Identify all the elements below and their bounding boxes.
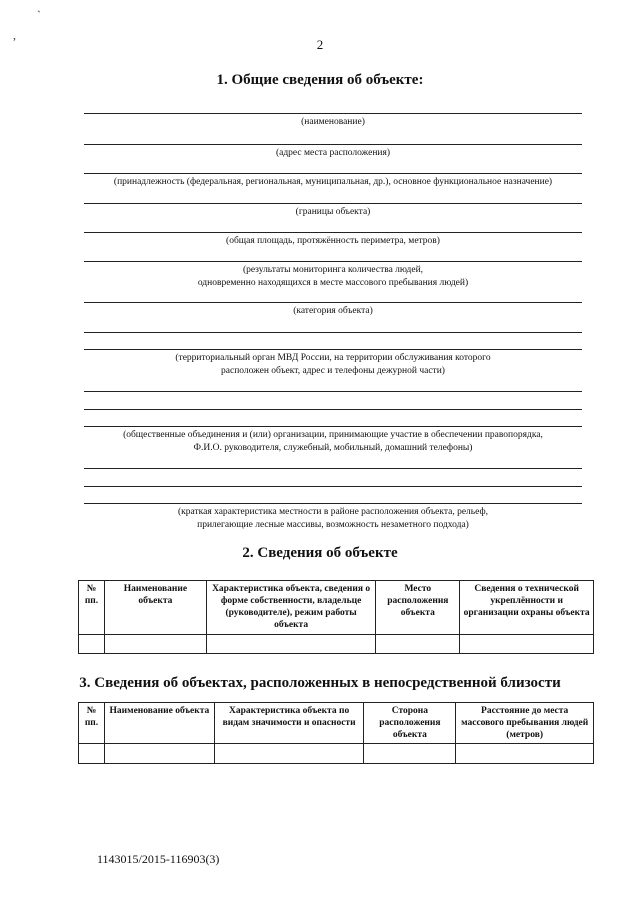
fill-line (84, 302, 582, 303)
table-cell[interactable] (79, 744, 105, 764)
table-cell[interactable] (364, 744, 456, 764)
table-header-cell: № пп. (79, 581, 105, 635)
caption-monitoring-2: одновременно находящихся в месте массового пребывания людей) (197, 278, 469, 288)
section2-title: 2. Сведения об объекте (242, 545, 398, 561)
table-header-cell: Сторона расположения объекта (364, 703, 456, 744)
fill-line (84, 113, 582, 114)
fill-line (84, 144, 582, 145)
fill-line (84, 503, 582, 504)
table-header-row (79, 581, 594, 635)
fill-line (84, 349, 582, 350)
caption-category: (категория объекта) (293, 306, 373, 316)
fill-line (84, 391, 582, 392)
table-cell[interactable] (104, 744, 214, 764)
table-header-row (79, 703, 594, 744)
document-number: 1143015/2015-116903(3) (97, 852, 220, 866)
table-cell[interactable] (206, 635, 376, 654)
table-header-cell: Расстояние до места массового пребывания людей (метров) (456, 703, 594, 744)
table-cell[interactable] (79, 635, 105, 654)
table-header-cell: Место расположения объекта (376, 581, 460, 635)
fill-line (84, 468, 582, 469)
caption-organizations-1: (общественные объединения и (или) организации, принимающие участие в обеспечении правопорядка, (123, 430, 543, 440)
caption-terrain-1: (краткая характеристика местности в районе расположения объекта, рельеф, (178, 507, 488, 517)
section1-title: 1. Общие сведения об объекте: (216, 72, 424, 88)
table-row (79, 744, 594, 764)
table-header-cell: Характеристика объекта, сведения о форме собственности, владельце (руководителе), режим работы объекта (206, 581, 376, 635)
stray-mark: ` (37, 8, 41, 22)
caption-terrain-2: прилегающие лесные массивы, возможность незаметного подхода) (197, 520, 469, 530)
table-cell[interactable] (104, 635, 206, 654)
table-row (79, 635, 594, 654)
fill-line (84, 409, 582, 410)
caption-mvd-2: расположен объект, адрес и телефоны дежурной части) (221, 366, 445, 376)
nearby-objects-table (78, 702, 594, 764)
table-cell[interactable] (460, 635, 594, 654)
table-header-cell: Характеристика объекта по видам значимости и опасности (214, 703, 364, 744)
caption-boundaries: (границы объекта) (295, 207, 371, 217)
table-cell[interactable] (376, 635, 460, 654)
fill-line (84, 203, 582, 204)
table-cell[interactable] (456, 744, 594, 764)
stray-mark: , (13, 28, 16, 42)
section3-title: 3. Сведения об объектах, расположенных в непосредственной близости (79, 675, 561, 691)
caption-area: (общая площадь, протяжённость периметра, метров) (226, 236, 440, 246)
caption-address: (адрес места расположения) (275, 148, 391, 158)
fill-line (84, 426, 582, 427)
fill-line (84, 332, 582, 333)
table-header-cell: № пп. (79, 703, 105, 744)
fill-line (84, 232, 582, 233)
page-number: 2 (316, 37, 324, 52)
caption-name: (наименование) (301, 117, 365, 127)
caption-monitoring-1: (результаты мониторинга количества людей, (242, 265, 424, 275)
table-cell[interactable] (214, 744, 364, 764)
caption-affiliation: (принадлежность (федеральная, региональная, муниципальная, др.), основное функциональное назначение) (113, 177, 553, 187)
caption-organizations-2: Ф.И.О. руководителя, служебный, мобильный, домашний телефоны) (193, 443, 473, 453)
object-info-table (78, 580, 594, 654)
fill-line (84, 261, 582, 262)
table-header-cell: Наименование объекта (104, 581, 206, 635)
caption-mvd-1: (территориальный орган МВД России, на территории обслуживания которого (175, 353, 491, 363)
table-header-cell: Наименование объекта (104, 703, 214, 744)
fill-line (84, 173, 582, 174)
fill-line (84, 486, 582, 487)
table-header-cell: Сведения о технической укреплённости и организации охраны объекта (460, 581, 594, 635)
